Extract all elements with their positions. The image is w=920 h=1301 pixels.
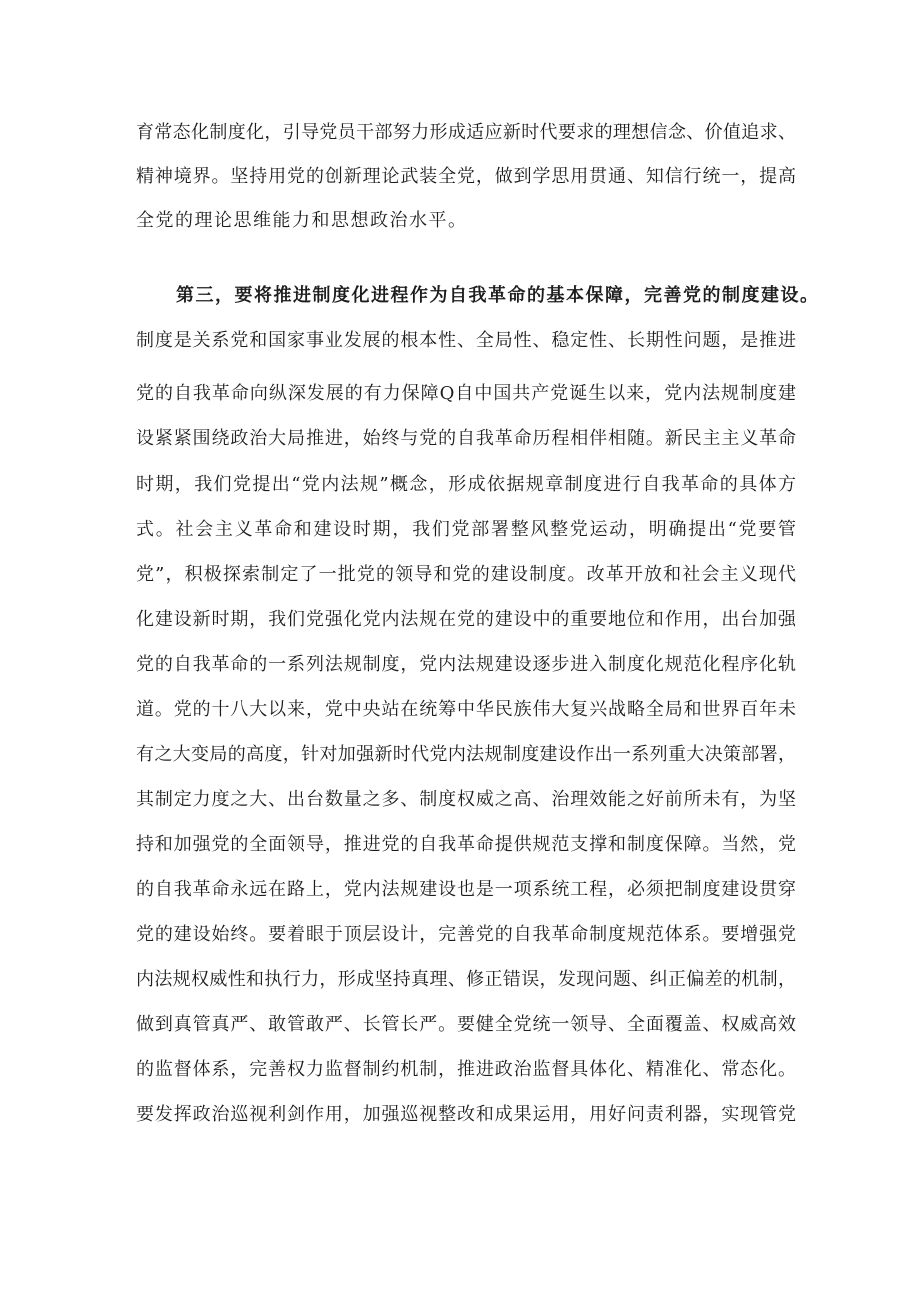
paragraph-line: 设紧紧围绕政治大局推进，始终与党的自我革命历程相伴相随。新民主主义革命 [136, 428, 796, 449]
paragraph-line: 内法规权威性和执行力，形成坚持真理、修正错误，发现问题、纠正偏差的机制， [136, 969, 796, 990]
paragraph-line: 持和加强党的全面领导，推进党的自我革命提供规范支撑和制度保障。当然，党 [136, 834, 796, 855]
paragraph-line: 做到真管真严、敢管敢严、长管长严。要健全党统一领导、全面覆盖、权威高效 [136, 1014, 796, 1035]
paragraph-line: 化建设新时期，我们党强化党内法规在党的建设中的重要地位和作用，出台加强 [136, 609, 796, 630]
paragraph-line: 的自我革命永远在路上，党内法规建设也是一项系统工程，必须把制度建设贯穿 [136, 879, 796, 900]
paragraph-line: 道。党的十八大以来，党中央站在统筹中华民族伟大复兴战略全局和世界百年未 [136, 699, 796, 720]
paragraph-line: 精神境界。坚持用党的创新理论武装全党，做到学思用贯通、知信行统一，提高 [136, 166, 796, 187]
paragraph-line: 党”，积极探索制定了一批党的领导和党的建设制度。改革开放和社会主义现代 [136, 564, 796, 585]
paragraph-line: 有之大变局的高度，针对加强新时代党内法规制度建设作出一系列重大决策部署， [136, 744, 796, 765]
paragraph-line: 其制定力度之大、出台数量之多、制度权威之高、治理效能之好前所未有，为坚 [136, 789, 796, 810]
paragraph-line: 育常态化制度化，引导党员干部努力形成适应新时代要求的理想信念、价值追求、 [136, 122, 796, 143]
paragraph-line: 制度是关系党和国家事业发展的根本性、全局性、稳定性、长期性问题，是推进 [136, 330, 796, 351]
paragraph-line: 党的自我革命向纵深发展的有力保障Q自中国共产党诞生以来，党内法规制度建 [136, 383, 796, 404]
paragraph-line: 式。社会主义革命和建设时期，我们党部署整风整党运动，明确提出“党要管 [136, 519, 796, 540]
paragraph-line: 要发挥政治巡视利剑作用，加强巡视整改和成果运用，用好问责利器，实现管党 [136, 1104, 796, 1125]
paragraph-line: 的监督体系，完善权力监督制约机制，推进政治监督具体化、精准化、常态化。 [136, 1059, 796, 1080]
paragraph-line: 全党的理论思维能力和思想政治水平。 [136, 210, 468, 231]
paragraph-line: 时期，我们党提出“党内法规”概念，形成依据规章制度进行自我革命的具体方 [136, 474, 796, 495]
section-heading: 第三，要将推进制度化进程作为自我革命的基本保障，完善党的制度建设。 [176, 285, 820, 306]
paragraph-line: 党的建设始终。要着眼于顶层设计，完善党的自我革命制度规范体系。要增强党 [136, 924, 796, 945]
paragraph-line: 党的自我革命的一系列法规制度，党内法规建设逐步进入制度化规范化程序化轨 [136, 654, 796, 675]
